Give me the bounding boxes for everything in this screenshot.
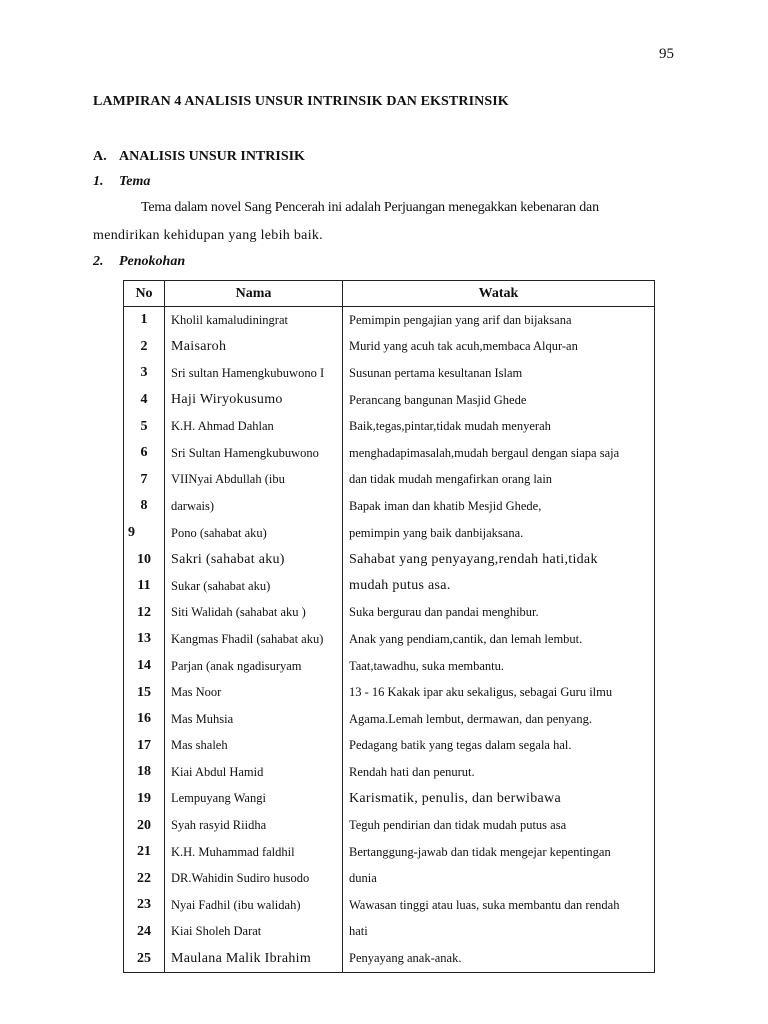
row-nama: Mas Muhsia (165, 706, 343, 733)
row-watak: Taat,tawadhu, suka membantu. (343, 653, 655, 680)
row-nama: Kholil kamaludiningrat (165, 307, 343, 334)
row-watak: Suka bergurau dan pandai menghibur. (343, 600, 655, 627)
row-nama: Maisaroh (165, 334, 343, 361)
table-row (124, 706, 655, 733)
row-nama: Lempuyang Wangi (165, 786, 343, 813)
page-heading: LAMPIRAN 4 ANALISIS UNSUR INTRINSIK DAN EKSTRINSIK (93, 94, 509, 109)
row-watak: Rendah hati dan penurut. (343, 759, 655, 786)
row-no: 11 (124, 573, 165, 600)
section-a-title: ANALISIS UNSUR INTRISIK (119, 149, 305, 164)
subsection-tema-heading (93, 174, 150, 190)
row-nama: K.H. Muhammad faldhil (165, 839, 343, 866)
row-watak: Anak yang pendiam,cantik, dan lemah lembut. (343, 626, 655, 653)
tema-paragraph-line-1: Tema dalam novel Sang Pencerah ini adalah Perjuangan menegakkan kebenaran dan (141, 200, 599, 215)
row-nama: Sukar (sahabat aku) (165, 573, 343, 600)
table-row (124, 733, 655, 760)
row-no: 8 (124, 493, 165, 520)
row-watak: Karismatik, penulis, dan berwibawa (343, 786, 655, 813)
row-watak: Bertanggung-jawab dan tidak mengejar kepentingan (343, 839, 655, 866)
row-nama: K.H. Ahmad Dahlan (165, 413, 343, 440)
row-no: 13 (124, 626, 165, 653)
row-nama: Kiai Sholeh Darat (165, 919, 343, 946)
row-no: 3 (124, 360, 165, 387)
row-no: 22 (124, 865, 165, 892)
subsection-penokohan-number: 2. (93, 254, 104, 269)
table-row (124, 600, 655, 627)
subsection-tema-number: 1. (93, 174, 104, 189)
header-watak: Watak (343, 281, 655, 307)
row-no: 17 (124, 733, 165, 760)
row-nama: Siti Walidah (sahabat aku ) (165, 600, 343, 627)
table-row (124, 945, 655, 972)
row-watak: dunia (343, 865, 655, 892)
row-nama: Sakri (sahabat aku) (165, 546, 343, 573)
table-row (124, 892, 655, 919)
row-no: 5 (124, 413, 165, 440)
row-no: 16 (124, 706, 165, 733)
table-row (124, 334, 655, 361)
row-watak: Sahabat yang penyayang,rendah hati,tidak (343, 546, 655, 573)
row-nama: Sri Sultan Hamengkubuwono (165, 440, 343, 467)
row-nama: Parjan (anak ngadisuryam (165, 653, 343, 680)
row-watak: Agama.Lemah lembut, dermawan, dan penyang. (343, 706, 655, 733)
table-row (124, 493, 655, 520)
row-watak: Baik,tegas,pintar,tidak mudah menyerah (343, 413, 655, 440)
table-row (124, 919, 655, 946)
table-row (124, 546, 655, 573)
row-no: 1 (124, 307, 165, 334)
row-watak: Perancang bangunan Masjid Ghede (343, 387, 655, 414)
page-number: 95 (659, 46, 674, 62)
row-nama: Nyai Fadhil (ibu walidah) (165, 892, 343, 919)
table-row (124, 786, 655, 813)
row-watak: 13 - 16 Kakak ipar aku sekaligus, sebagai Guru ilmu (343, 679, 655, 706)
table-row (124, 520, 655, 547)
table-row (124, 865, 655, 892)
row-no: 25 (124, 945, 165, 972)
row-no: 7 (124, 467, 165, 494)
row-watak: Penyayang anak-anak. (343, 945, 655, 972)
tema-paragraph-line-2: mendirikan kehidupan yang lebih baik. (93, 228, 323, 243)
section-a-heading (93, 149, 305, 165)
row-watak: Bapak iman dan khatib Mesjid Ghede, (343, 493, 655, 520)
row-nama: Mas shaleh (165, 733, 343, 760)
row-watak: mudah putus asa. (343, 573, 655, 600)
table-row (124, 440, 655, 467)
row-no: 19 (124, 786, 165, 813)
row-no: 2 (124, 334, 165, 361)
subsection-penokohan-title: Penokohan (119, 254, 186, 269)
table-row (124, 759, 655, 786)
row-nama: Kangmas Fhadil (sahabat aku) (165, 626, 343, 653)
table-row (124, 467, 655, 494)
table-row (124, 839, 655, 866)
table-row (124, 360, 655, 387)
row-nama: Syah rasyid Riidha (165, 812, 343, 839)
row-watak: Wawasan tinggi atau luas, suka membantu dan rendah (343, 892, 655, 919)
subsection-penokohan-heading (93, 254, 185, 270)
row-no: 23 (124, 892, 165, 919)
penokohan-table (123, 280, 655, 973)
row-watak: Pemimpin pengajian yang arif dan bijaksana (343, 307, 655, 334)
row-no: 14 (124, 653, 165, 680)
table-header-row (124, 281, 655, 307)
row-watak: Teguh pendirian dan tidak mudah putus asa (343, 812, 655, 839)
row-no: 4 (124, 387, 165, 414)
row-watak: Murid yang acuh tak acuh,membaca Alqur-an (343, 334, 655, 361)
table-row (124, 413, 655, 440)
row-no: 15 (124, 679, 165, 706)
row-nama: Maulana Malik Ibrahim (165, 945, 343, 972)
row-nama: Kiai Abdul Hamid (165, 759, 343, 786)
row-nama: Mas Noor (165, 679, 343, 706)
header-no: No (124, 281, 165, 307)
row-watak: menghadapimasalah,mudah bergaul dengan siapa saja (343, 440, 655, 467)
row-no: 20 (124, 812, 165, 839)
row-watak: pemimpin yang baik danbijaksana. (343, 520, 655, 547)
header-nama: Nama (165, 281, 343, 307)
table-row (124, 307, 655, 334)
table-row (124, 679, 655, 706)
table-row (124, 653, 655, 680)
row-no: 9 (124, 520, 165, 547)
row-watak: dan tidak mudah mengafirkan orang lain (343, 467, 655, 494)
row-watak: hati (343, 919, 655, 946)
row-nama: VIINyai Abdullah (ibu (165, 467, 343, 494)
row-no: 21 (124, 839, 165, 866)
table-row (124, 626, 655, 653)
table-row (124, 812, 655, 839)
row-watak: Susunan pertama kesultanan Islam (343, 360, 655, 387)
table-row (124, 573, 655, 600)
row-nama: DR.Wahidin Sudiro husodo (165, 865, 343, 892)
subsection-tema-title: Tema (119, 174, 151, 189)
row-no: 12 (124, 600, 165, 627)
table-row (124, 387, 655, 414)
section-a-number: A. (93, 149, 107, 164)
row-nama: darwais) (165, 493, 343, 520)
row-no: 24 (124, 919, 165, 946)
row-nama: Haji Wiryokusumo (165, 387, 343, 414)
row-no: 10 (124, 546, 165, 573)
row-no: 18 (124, 759, 165, 786)
row-watak: Pedagang batik yang tegas dalam segala hal. (343, 733, 655, 760)
row-nama: Pono (sahabat aku) (165, 520, 343, 547)
row-nama: Sri sultan Hamengkubuwono I (165, 360, 343, 387)
row-no: 6 (124, 440, 165, 467)
